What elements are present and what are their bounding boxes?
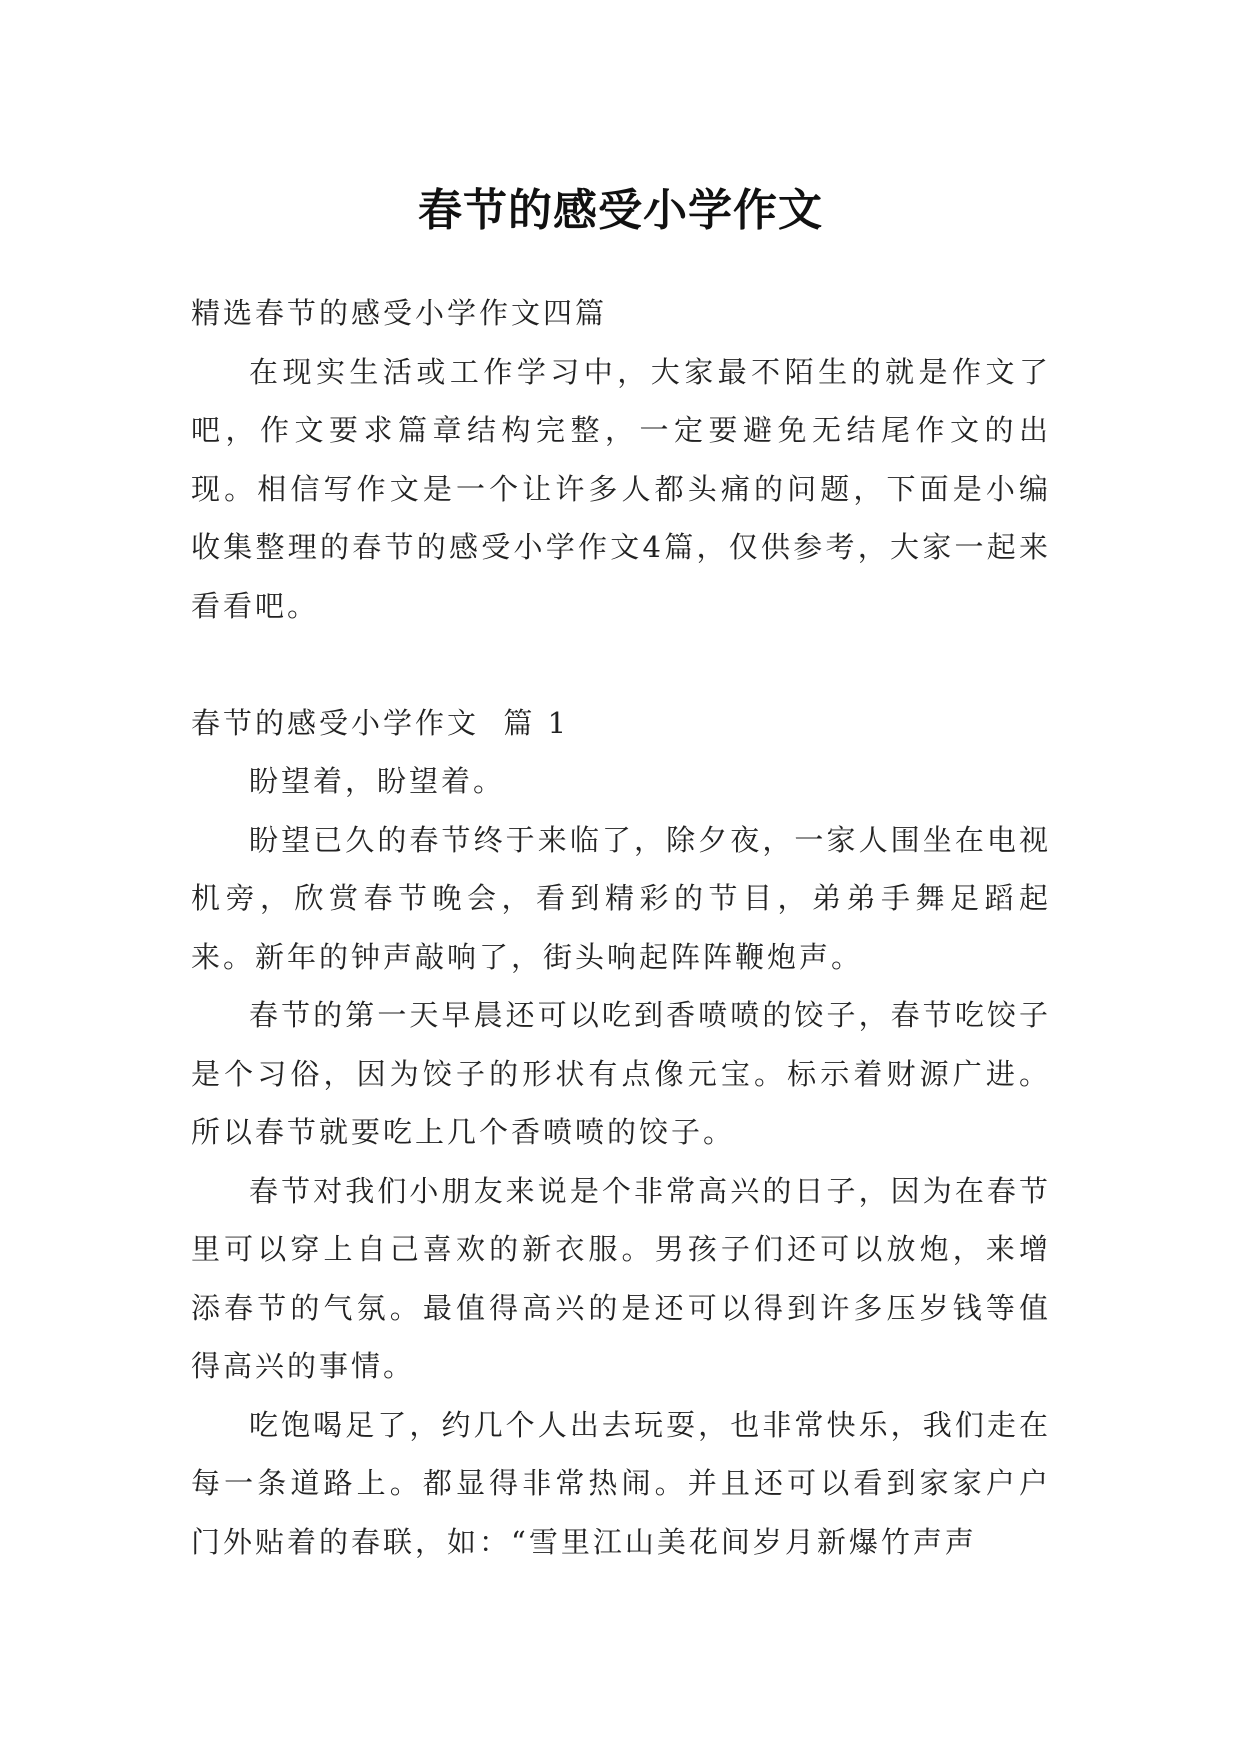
document-subtitle: 精选春节的感受小学作文四篇	[191, 296, 608, 330]
document-title: 春节的感受小学作文	[418, 185, 823, 237]
section-heading: 春节的感受小学作文 篇 1	[191, 705, 570, 740]
body-paragraph: 盼望着，盼望着。	[249, 764, 506, 798]
document-body	[191, 284, 1051, 1571]
body-paragraph: 春节对我们小朋友来说是个非常高兴的日子，因为在春节里可以穿上自己喜欢的新衣服。男孩子们还可以放炮，来增添春节的气氛。最值得高兴的是还可以得到许多压岁钱等值得高兴的事情。	[191, 1173, 1051, 1383]
body-paragraph: 春节的第一天早晨还可以吃到香喷喷的饺子，春节吃饺子是个习俗，因为饺子的形状有点像元宝。标示着财源广进。所以春节就要吃上几个香喷喷的饺子。	[191, 998, 1051, 1149]
section-spacer	[191, 635, 1051, 694]
body-paragraph: 吃饱喝足了，约几个人出去玩耍，也非常快乐，我们走在每一条道路上。都显得非常热闹。并且还可以看到家家户户门外贴着的春联，如：“雪里江山美花间岁月新爆竹声声	[191, 1407, 1051, 1559]
body-paragraph: 盼望已久的春节终于来临了，除夕夜，一家人围坐在电视机旁，欣赏春节晚会，看到精彩的节目，弟弟手舞足蹈起来。新年的钟声敲响了，街头响起阵阵鞭炮声。	[191, 822, 1051, 974]
intro-paragraph: 在现实生活或工作学习中，大家最不陌生的就是作文了吧，作文要求篇章结构完整，一定要避免无结尾作文的出现。相信写作文是一个让许多人都头痛的问题，下面是小编收集整理的春节的感受小学作文4篇，仅供参考，大家一起来看看吧。	[191, 354, 1051, 623]
